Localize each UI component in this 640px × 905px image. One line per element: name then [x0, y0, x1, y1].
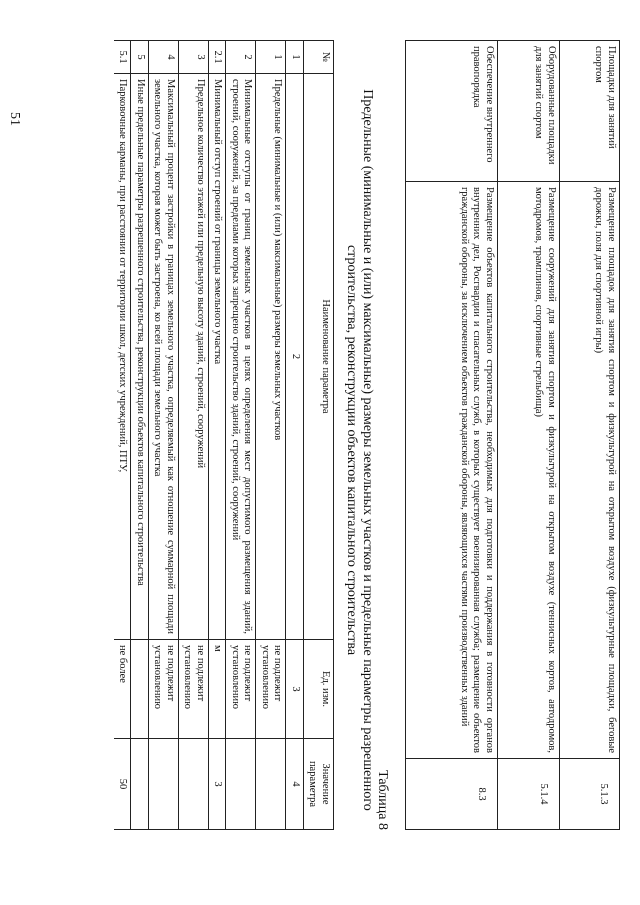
table-row	[226, 41, 256, 830]
use-name: Обеспечение внутреннего правопорядка	[406, 41, 498, 182]
row-name: Минимальный отступ строений от границы земельного участка	[209, 74, 227, 640]
table-row	[131, 41, 149, 830]
row-no: 2	[226, 41, 256, 74]
parameters-table	[114, 40, 334, 830]
row-no: 5	[131, 41, 149, 74]
table-title: Предельные (минимальные и (или) максимальные) размеры земельных участков и предельные параметры разрешенного строительства, реконструкции объектов капитального строительства	[344, 89, 375, 811]
row-no: 4	[149, 41, 179, 74]
table-row	[149, 41, 179, 830]
row-unit	[131, 640, 149, 739]
use-code: 5.1.3	[560, 759, 620, 830]
row-unit: не подлежит установлению	[149, 640, 179, 739]
index-no: 1	[286, 41, 304, 74]
row-value	[256, 739, 286, 830]
row-value	[226, 739, 256, 830]
header-name: Наименование параметра	[304, 74, 334, 640]
row-value	[149, 739, 179, 830]
row-name: Предельные (минимальные и (или) максимальные) размеры земельных участков	[256, 74, 286, 640]
row-name: Иные предельные параметры разрешенного строительства, реконструкции объектов капитального строительства	[131, 74, 149, 640]
use-description: Размещение сооружений для занятия спортом и физкультурой на открытом воздухе (теннисных кортов, автодромов, мотодромов, трамплинов, спортивные стрельбища)	[498, 182, 560, 759]
header-unit: Ед. изм.	[304, 640, 334, 739]
row-name: Предельное количество этажей или предельную высоту зданий, строений, сооружений	[179, 74, 209, 640]
table-row	[560, 41, 620, 830]
use-description: Размещение объектов капитального строительства, необходимых для подготовки и поддержания в готовности органов внутренних дел, Росгвардии и спасательных служб, в которых существует военизированная служба; размещение объектов гражданской обороны, за исключением объектов гражданской обороны, являющихся частями производственных зданий	[406, 182, 498, 759]
row-no: 3	[179, 41, 209, 74]
row-no: 1	[256, 41, 286, 74]
index-name: 2	[286, 74, 304, 640]
row-no: 2.1	[209, 41, 227, 74]
table-row	[179, 41, 209, 830]
row-unit: м	[209, 640, 227, 739]
row-unit: не более	[114, 640, 131, 739]
row-name: Минимальные отступы от границ земельных участков в целях определения мест допустимого размещения зданий, строений, сооружений, за пределами которых запрещено строительство зданий, строений, сооружений	[226, 74, 256, 640]
row-no: 5.1	[114, 41, 131, 74]
rotated-page	[60, 40, 620, 870]
header-row	[304, 41, 334, 830]
row-unit: не подлежит установлению	[256, 640, 286, 739]
row-value: 3	[209, 739, 227, 830]
use-code: 5.1.4	[498, 759, 560, 830]
table-row	[114, 41, 131, 830]
index-unit: 3	[286, 640, 304, 739]
use-name: Площадки для занятий спортом	[560, 41, 620, 182]
row-name: Парковочные карманы, при расстоянии от территории школ, детских учреждений, ПТУ,	[114, 74, 131, 640]
page-number: 51	[7, 112, 22, 126]
table-row	[209, 41, 227, 830]
row-value	[179, 739, 209, 830]
index-row	[286, 41, 304, 830]
index-value: 4	[286, 739, 304, 830]
header-value: Значение параметра	[304, 739, 334, 830]
row-unit: не подлежит установлению	[179, 640, 209, 739]
table-row	[256, 41, 286, 830]
use-code: 8.3	[406, 759, 498, 830]
land-use-table	[405, 40, 620, 830]
row-value: 50	[114, 739, 131, 830]
table-row	[406, 41, 498, 830]
row-name: Максимальный процент застройки в границах земельного участка, определяемый как отношение суммарной площади земельного участка, которая может быть застроена, ко всей площади земельного участка	[149, 74, 179, 640]
table-label: Таблица 8	[375, 770, 390, 830]
use-name: Оборудованные площадки для занятий спортом	[498, 41, 560, 182]
row-unit: не подлежит установлению	[226, 640, 256, 739]
use-description: Размещение площадок для занятия спортом и физкультурой на открытом воздухе (физкультурные площадки, беговые дорожки, поля для спортивной игры)	[560, 182, 620, 759]
row-value	[131, 739, 149, 830]
table-row	[498, 41, 560, 830]
header-no: №	[304, 41, 334, 74]
